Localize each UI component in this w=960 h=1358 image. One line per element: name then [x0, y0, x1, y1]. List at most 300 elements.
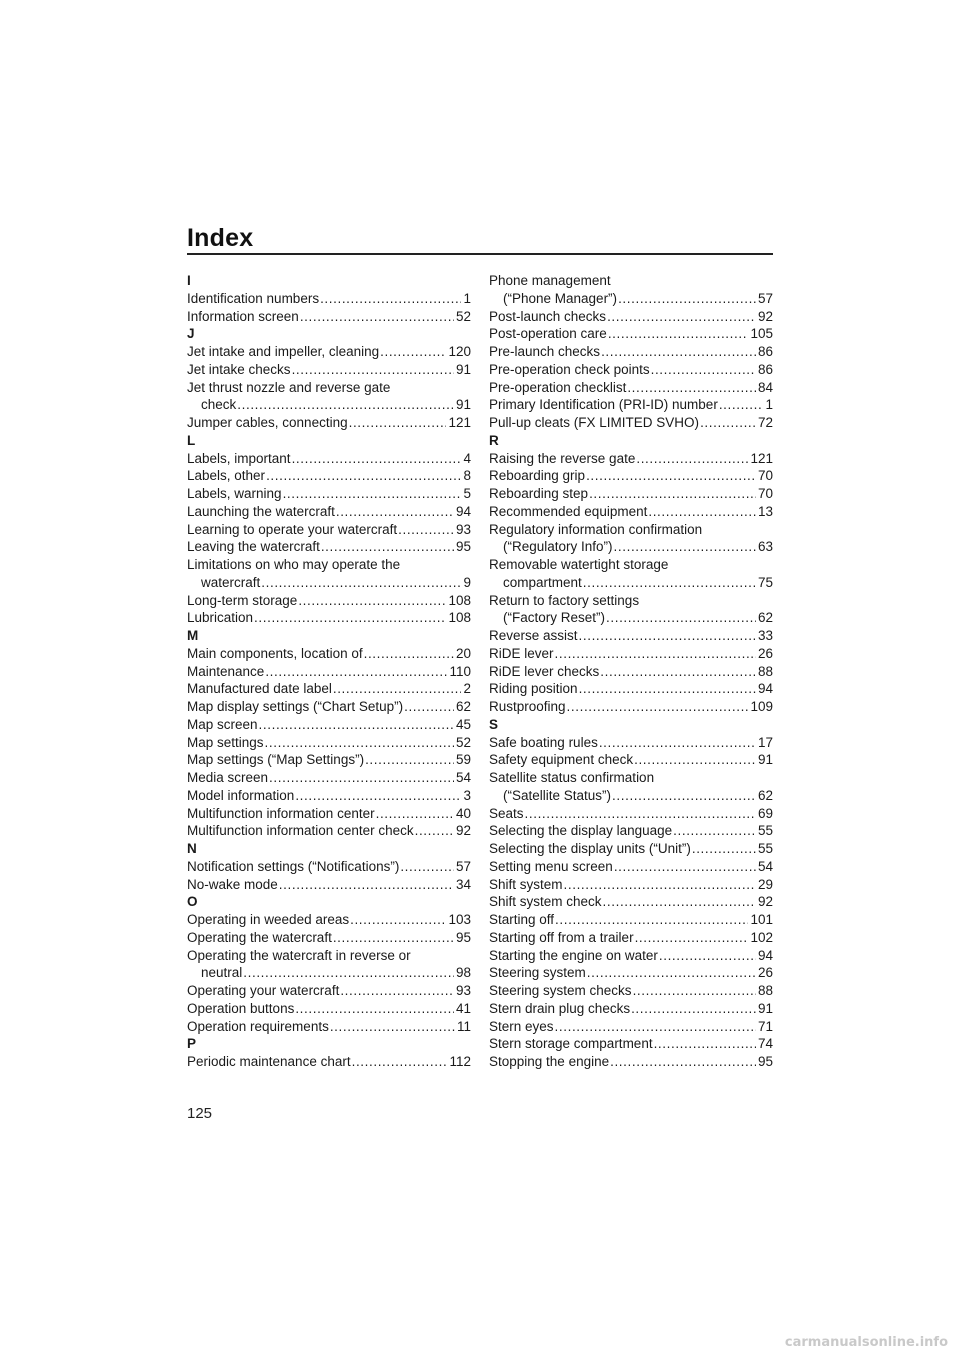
index-page-number: 20	[455, 645, 471, 661]
index-entry-text: Riding position	[489, 681, 578, 697]
index-section-letter: M	[187, 628, 199, 643]
dot-leader	[614, 538, 756, 556]
index-entry	[187, 929, 471, 947]
dot-leader	[295, 787, 461, 805]
index-entry	[489, 379, 773, 397]
index-page-number: 92	[455, 823, 471, 839]
index-entry-text: Post-operation care	[489, 326, 607, 342]
dot-leader	[269, 769, 454, 787]
dot-leader	[292, 450, 462, 468]
index-entry	[187, 876, 471, 894]
index-entry-text: Periodic maintenance chart	[187, 1054, 351, 1069]
index-entry	[489, 893, 773, 911]
index-entry-text: Multifunction information center	[187, 805, 375, 821]
dot-leader	[579, 680, 756, 698]
index-page-number: 57	[455, 858, 471, 874]
index-entry-text: Safety equipment check	[489, 752, 634, 768]
index-entry-text: Map display settings (“Chart Setup”)	[187, 699, 404, 714]
index-entry-text: Learning to operate your watercraft	[187, 521, 398, 537]
index-page-number: 91	[757, 1000, 773, 1016]
dot-leader	[610, 1053, 756, 1071]
dot-leader	[555, 1018, 756, 1036]
index-page-number: 105	[750, 326, 773, 342]
index-page-number: 95	[757, 1054, 773, 1069]
index-entry-text: Post-launch checks	[489, 308, 607, 324]
index-entry-text: Stern storage compartment	[489, 1036, 653, 1052]
index-entry	[489, 734, 773, 752]
dot-leader	[589, 485, 756, 503]
dot-leader	[350, 911, 446, 929]
index-entry-text: Operating your watercraft	[187, 983, 340, 998]
index-entry-text: Maintenance	[187, 663, 265, 679]
index-entry	[489, 485, 773, 503]
index-page-number: 55	[757, 841, 773, 856]
index-page-number: 110	[449, 663, 471, 679]
index-entry-text: compartment	[503, 574, 582, 590]
index-entry	[187, 450, 471, 468]
dot-leader	[692, 840, 756, 858]
index-entry	[187, 609, 471, 627]
index-section-letter: N	[187, 841, 197, 856]
index-page-number: 8	[463, 468, 471, 484]
index-entry-text: Steering system	[489, 965, 586, 981]
index-page-number: 55	[757, 823, 773, 839]
dot-leader	[404, 698, 454, 716]
dot-leader	[612, 787, 756, 805]
index-page-number: 92	[757, 308, 773, 324]
index-entry	[489, 556, 773, 592]
index-section-letter: J	[187, 326, 195, 342]
index-page-number: 94	[757, 947, 773, 963]
index-entry	[489, 1053, 773, 1071]
index-entry-text: Lubrication	[187, 610, 254, 626]
dot-leader	[259, 716, 454, 734]
index-entry	[187, 343, 471, 361]
index-page-number: 108	[448, 610, 471, 626]
dot-leader	[283, 485, 462, 503]
index-page-number: 45	[455, 716, 471, 732]
index-page-number: 33	[757, 628, 773, 643]
index-entry	[187, 361, 471, 379]
index-page-number: 112	[449, 1054, 471, 1069]
index-page-number: 63	[757, 539, 773, 555]
index-page-number: 41	[455, 1000, 471, 1016]
index-page-number: 29	[757, 876, 773, 892]
index-entry-text: Model information	[187, 787, 295, 803]
page-number: 125	[187, 1105, 213, 1122]
index-entry-text: Launching the watercraft	[187, 503, 335, 519]
index-entry	[489, 1000, 773, 1018]
index-page-number: 69	[757, 805, 773, 821]
index-entry	[489, 592, 773, 628]
index-entry	[187, 521, 471, 539]
index-entry-text: Operating the watercraft	[187, 929, 332, 945]
index-entry-text: (“Satellite Status”)	[503, 787, 612, 803]
dot-leader	[603, 893, 756, 911]
index-page-number: 92	[757, 894, 773, 910]
index-entry-text: Phone management	[489, 273, 611, 288]
index-entry-text: Leaving the watercraft	[187, 539, 320, 555]
index-entry-text: Manufactured date label	[187, 681, 332, 697]
dot-leader	[555, 645, 756, 663]
dot-leader	[364, 645, 454, 663]
index-entry	[489, 627, 773, 645]
index-page-number: 62	[757, 787, 773, 803]
index-page-number: 3	[463, 787, 471, 803]
index-entry-text: Pre-operation check points	[489, 361, 650, 377]
index-page-number: 52	[455, 308, 471, 324]
index-entry-text: Recommended equipment	[489, 503, 648, 519]
index-entry-text: Multifunction information center check	[187, 823, 414, 839]
dot-leader	[279, 876, 454, 894]
index-entry	[489, 450, 773, 468]
dot-leader	[659, 947, 756, 965]
index-entry-text: Raising the reverse gate	[489, 450, 636, 466]
dot-leader	[336, 503, 454, 521]
index-entry-text: Pre-operation checklist	[489, 379, 627, 395]
index-page-number: 71	[757, 1018, 773, 1034]
dot-leader	[321, 538, 454, 556]
dot-leader	[333, 929, 454, 947]
index-entry-text: watercraft	[201, 574, 261, 590]
index-entry	[489, 769, 773, 805]
dot-leader	[352, 1053, 448, 1071]
index-entry-text: Satellite status confirmation	[489, 770, 655, 785]
index-entry	[489, 751, 773, 769]
index-entry	[187, 485, 471, 503]
index-section-letter: P	[187, 1036, 197, 1052]
index-entry	[489, 680, 773, 698]
dot-leader	[651, 361, 756, 379]
index-page-number: 17	[757, 734, 773, 750]
dot-leader	[376, 805, 454, 823]
index-entry-text: Labels, warning	[187, 486, 282, 501]
index-page-number: 75	[757, 574, 773, 590]
index-section-letter: I	[187, 273, 191, 288]
dot-leader	[380, 343, 446, 361]
dot-leader	[579, 627, 756, 645]
index-column-left	[187, 272, 471, 1071]
dot-leader	[654, 1035, 756, 1053]
dot-leader	[298, 592, 446, 610]
dot-leader	[583, 574, 756, 592]
index-page-number: 86	[757, 361, 773, 377]
index-page-number: 5	[463, 486, 471, 501]
index-page-number: 120	[448, 344, 471, 359]
index-section-letter: S	[489, 716, 499, 732]
index-entry-text: Starting off from a trailer	[489, 929, 634, 945]
index-entry	[489, 521, 773, 557]
dot-leader	[295, 1000, 454, 1018]
index-page-number: 121	[750, 450, 773, 466]
index-page-number: 52	[455, 734, 471, 750]
index-entry	[187, 982, 471, 1000]
index-entry-text: Labels, other	[187, 468, 266, 484]
index-page-number: 103	[448, 912, 471, 927]
index-entry-text: RiDE lever checks	[489, 663, 600, 679]
index-page-number: 88	[757, 663, 773, 679]
index-page-number: 94	[757, 681, 773, 697]
index-entry	[187, 467, 471, 485]
index-page-number: 95	[455, 929, 471, 945]
index-entry-text: Pull-up cleats (FX LIMITED SVHO)	[489, 415, 700, 430]
dot-leader	[631, 1000, 756, 1018]
index-entry	[187, 379, 471, 415]
index-column-right	[489, 272, 773, 1071]
index-entry-text: Stern drain plug checks	[489, 1000, 631, 1016]
index-entry	[187, 716, 471, 734]
index-entry-text: Primary Identification (PRI-ID) number	[489, 397, 718, 413]
index-entry	[489, 503, 773, 521]
index-entry-text: Operation requirements	[187, 1018, 329, 1034]
index-entry	[187, 698, 471, 716]
index-page-number: 1	[463, 290, 471, 306]
index-entry	[187, 734, 471, 752]
index-entry	[489, 343, 773, 361]
index-page-number: 1	[765, 397, 773, 413]
index-page-number: 54	[757, 858, 773, 874]
index-entry-text: Safe boating rules	[489, 734, 598, 750]
dot-leader	[627, 379, 756, 397]
index-entry	[489, 396, 773, 414]
index-entry-text: Jumper cables, connecting	[187, 415, 348, 430]
index-entry-text: Stern eyes	[489, 1018, 554, 1034]
index-entry	[489, 876, 773, 894]
dot-leader	[587, 964, 756, 982]
index-entry	[187, 663, 471, 681]
dot-leader	[567, 698, 749, 716]
index-entry-text: Selecting the display language	[489, 823, 673, 839]
index-page-number: 102	[750, 929, 773, 945]
index-entry-text: (“Factory Reset”)	[503, 610, 606, 626]
dot-leader	[330, 1018, 455, 1036]
index-entry-text: Notification settings (“Notifications”)	[187, 858, 400, 874]
index-entry-text: Setting menu screen	[489, 858, 613, 874]
index-entry	[187, 308, 471, 326]
index-entry	[489, 414, 773, 432]
index-page-number: 95	[455, 539, 471, 555]
index-page-number: 91	[757, 752, 773, 768]
index-page-number: 62	[757, 610, 773, 626]
dot-leader	[634, 751, 756, 769]
index-entry-text: Return to factory settings	[489, 592, 640, 608]
dot-leader	[673, 822, 756, 840]
index-entry	[489, 805, 773, 823]
index-entry	[187, 947, 471, 983]
dot-leader	[266, 467, 461, 485]
index-page-number: 72	[757, 415, 773, 430]
index-entry-text: Map screen	[187, 716, 258, 732]
index-entry-text: Map settings (“Map Settings”)	[187, 752, 365, 768]
index-entry	[489, 698, 773, 716]
index-entry	[489, 361, 773, 379]
index-entry-text: check	[201, 397, 237, 413]
index-page-number: 9	[463, 574, 471, 590]
dot-leader	[300, 308, 454, 326]
dot-leader	[564, 876, 756, 894]
index-entry	[187, 1018, 471, 1036]
index-entry	[187, 822, 471, 840]
index-page-number: 54	[455, 770, 471, 785]
dot-leader	[600, 663, 756, 681]
index-section-letter: O	[187, 894, 198, 910]
index-entry-text: Selecting the display units (“Unit”)	[489, 841, 691, 856]
dot-leader	[555, 911, 748, 929]
dot-leader	[599, 734, 756, 752]
dot-leader	[636, 450, 748, 468]
index-entry	[187, 751, 471, 769]
index-page-number: 57	[757, 290, 773, 306]
dot-leader	[333, 680, 462, 698]
dot-leader	[618, 290, 756, 308]
index-page-number: 70	[757, 468, 773, 484]
index-page-number: 94	[455, 503, 471, 519]
index-entry-text: No-wake mode	[187, 876, 278, 892]
index-page-number: 121	[448, 415, 471, 430]
index-page-number: 74	[757, 1036, 773, 1052]
index-entry	[187, 1053, 471, 1071]
index-entry	[489, 929, 773, 947]
index-entry	[489, 840, 773, 858]
dot-leader	[237, 396, 454, 414]
title-rule	[187, 253, 773, 255]
index-entry-text: RiDE lever	[489, 645, 554, 661]
index-page-number: 93	[455, 983, 471, 998]
dot-leader	[320, 290, 461, 308]
index-entry-text: Pre-launch checks	[489, 344, 601, 359]
index-entry	[187, 414, 471, 432]
index-page-number: 101	[750, 912, 773, 927]
dot-leader	[400, 858, 454, 876]
dot-leader	[265, 734, 454, 752]
index-entry-text: (“Phone Manager”)	[503, 290, 618, 306]
index-entry-text: neutral	[201, 965, 243, 981]
index-entry-text: Operating the watercraft in reverse or	[187, 947, 411, 963]
index-entry	[187, 290, 471, 308]
index-entry	[187, 769, 471, 787]
dot-leader	[606, 609, 756, 627]
index-entry-text: Operation buttons	[187, 1000, 295, 1016]
watermark: carmanualsonline.info	[784, 1335, 948, 1350]
index-entry	[489, 982, 773, 1000]
index-page-number: 13	[757, 503, 773, 519]
index-entry	[187, 556, 471, 592]
index-entry-text: Shift system check	[489, 894, 602, 910]
index-entry	[489, 308, 773, 326]
index-entry-text: Long-term storage	[187, 592, 298, 608]
index-page-number: 98	[455, 965, 471, 981]
index-entry-text: Stopping the engine	[489, 1054, 610, 1069]
index-entry-text: Reboarding step	[489, 486, 589, 501]
index-entry	[187, 787, 471, 805]
dot-leader	[648, 503, 756, 521]
index-entry	[489, 858, 773, 876]
index-entry-text: Shift system	[489, 876, 563, 892]
index-entry-text: Operating in weeded areas	[187, 912, 350, 927]
dot-leader	[525, 805, 756, 823]
index-entry	[489, 1018, 773, 1036]
index-entry-text: Map settings	[187, 734, 264, 750]
index-entry	[187, 680, 471, 698]
index-entry	[187, 858, 471, 876]
index-page-number: 11	[456, 1018, 471, 1034]
index-entry-text: Main components, location of	[187, 645, 363, 661]
index-entry-text: Removable watertight storage	[489, 557, 669, 572]
index-entry-text: Limitations on who may operate the	[187, 557, 401, 572]
index-entry	[489, 911, 773, 929]
dot-leader	[243, 964, 454, 982]
index-entry	[489, 964, 773, 982]
index-entry-text: Seats	[489, 805, 524, 821]
index-entry	[187, 911, 471, 929]
index-entry-text: Media screen	[187, 770, 269, 785]
index-page-number: 40	[455, 805, 471, 821]
dot-leader	[349, 414, 447, 432]
index-entry	[187, 592, 471, 610]
index-entry	[187, 805, 471, 823]
index-entry	[489, 272, 773, 308]
page-title: Index	[187, 224, 254, 252]
index-entry-text: Regulatory information confirmation	[489, 521, 703, 537]
index-section-letter: L	[187, 432, 196, 448]
index-section-letter: R	[489, 432, 499, 448]
index-entry-text: Reverse assist	[489, 628, 578, 643]
index-entry	[489, 822, 773, 840]
dot-leader	[614, 858, 756, 876]
index-page-number: 91	[455, 361, 471, 377]
index-entry	[489, 947, 773, 965]
index-entry	[489, 325, 773, 343]
index-page-number: 26	[757, 645, 773, 661]
index-entry-text: Starting the engine on water	[489, 947, 658, 963]
dot-leader	[601, 343, 756, 361]
dot-leader	[607, 308, 756, 326]
dot-leader	[586, 467, 756, 485]
index-entry	[489, 645, 773, 663]
index-entry-text: Starting off	[489, 912, 555, 927]
index-entry	[187, 503, 471, 521]
index-page-number: 4	[463, 450, 471, 466]
index-page-number: 88	[757, 983, 773, 998]
index-page-number: 70	[757, 486, 773, 501]
index-entry-text: Jet intake and impeller, cleaning	[187, 344, 380, 359]
index-entry-text: Jet intake checks	[187, 361, 291, 377]
index-entry-text: Information screen	[187, 308, 299, 324]
dot-leader	[415, 822, 454, 840]
dot-leader	[365, 751, 454, 769]
index-entry-text: Jet thrust nozzle and reverse gate	[187, 379, 391, 395]
index-page-number: 93	[455, 521, 471, 537]
index-entry	[489, 663, 773, 681]
dot-leader	[254, 609, 446, 627]
index-page-number: 26	[757, 965, 773, 981]
index-page-number: 91	[455, 397, 471, 413]
dot-leader	[261, 574, 461, 592]
dot-leader	[633, 982, 756, 1000]
index-entry	[489, 467, 773, 485]
dot-leader	[265, 663, 447, 681]
index-page-number: 86	[757, 344, 773, 359]
dot-leader	[635, 929, 749, 947]
index-entry-text: Rustproofing	[489, 699, 566, 714]
index-page-number: 108	[448, 592, 471, 608]
index-page-number: 84	[757, 379, 773, 395]
dot-leader	[700, 414, 756, 432]
index-page-number: 34	[455, 876, 471, 892]
index-entry-text: Labels, important	[187, 450, 291, 466]
index-entry	[187, 538, 471, 556]
dot-leader	[608, 325, 749, 343]
